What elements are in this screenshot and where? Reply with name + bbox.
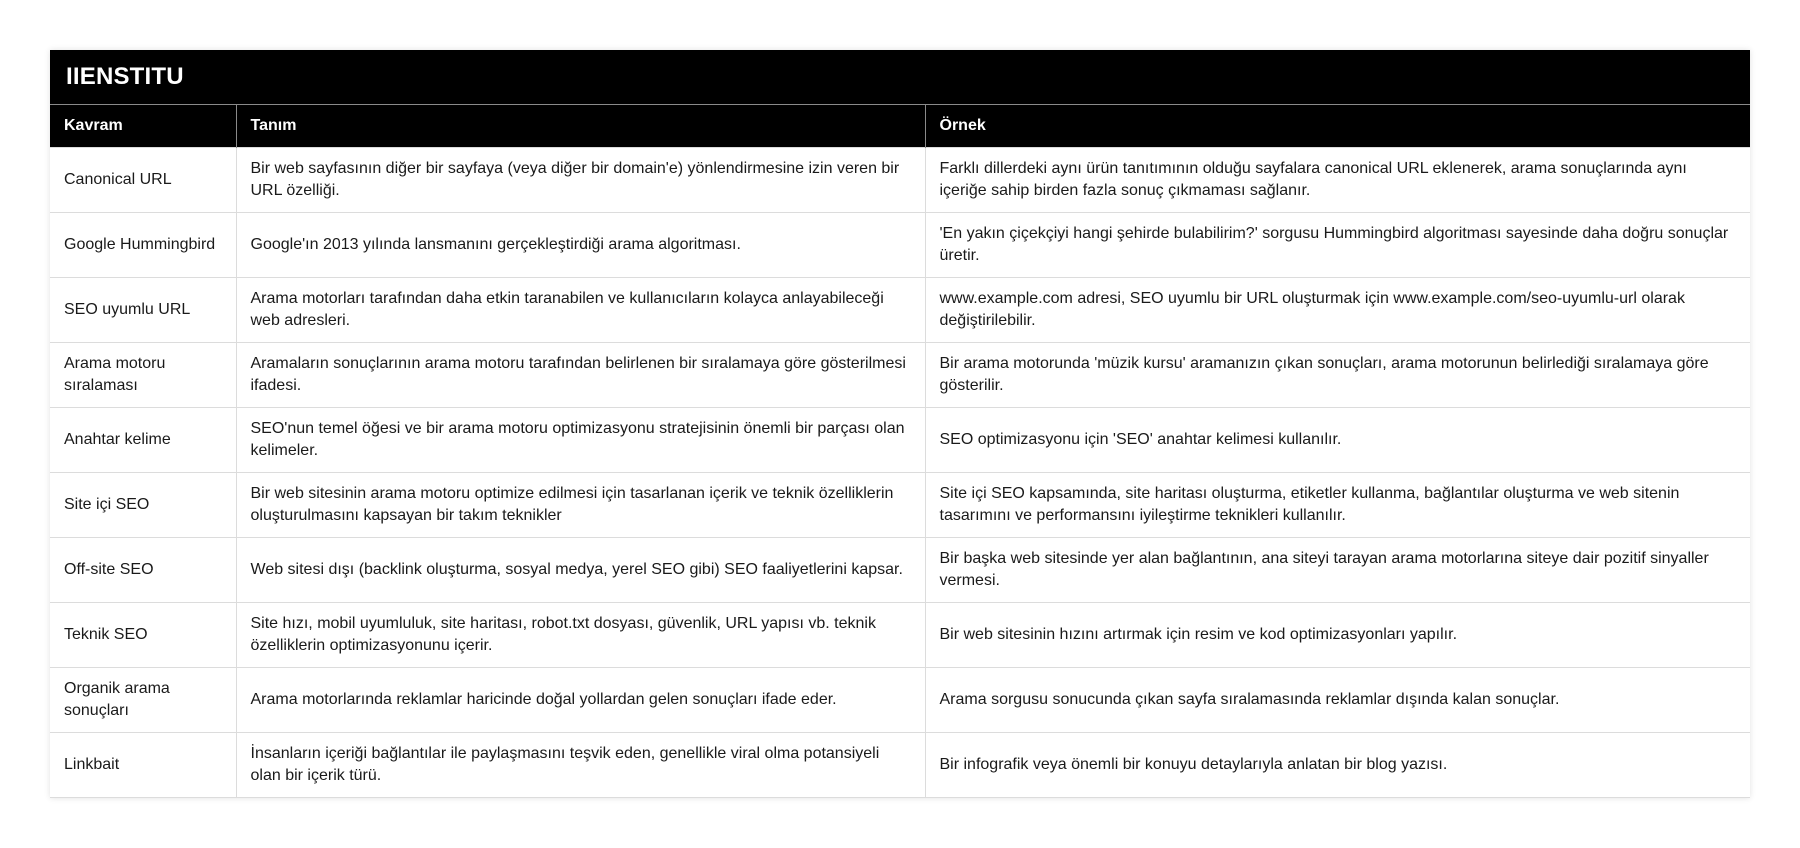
brand-title: IIENSTITU [50, 50, 1750, 104]
table-row [50, 603, 1750, 668]
table-row [50, 213, 1750, 278]
table-row [50, 343, 1750, 408]
cell-ornek: Farklı dillerdeki aynı ürün tanıtımının olduğu sayfalara canonical URL eklenerek, arama sonuçlarında aynı içeriğe sahip birden fazla sonuç çıkmaması sağlanır. [925, 148, 1750, 213]
cell-ornek: Bir başka web sitesinde yer alan bağlantının, ana siteyi tarayan arama motorlarına siteye dair pozitif sinyaller vermesi. [925, 538, 1750, 603]
cell-tanim: Arama motorları tarafından daha etkin taranabilen ve kullanıcıların kolayca anlayabileceği web adresleri. [236, 278, 925, 343]
table-row [50, 668, 1750, 733]
cell-ornek: Site içi SEO kapsamında, site haritası oluşturma, etiketler kullanma, bağlantılar oluşturma ve web sitenin tasarımını ve performansını iyileştirme teknikleri kullanılır. [925, 473, 1750, 538]
cell-tanim: Google'ın 2013 yılında lansmanını gerçekleştirdiği arama algoritması. [236, 213, 925, 278]
table-row [50, 408, 1750, 473]
table-row [50, 148, 1750, 213]
cell-tanim: İnsanların içeriği bağlantılar ile paylaşmasını teşvik eden, genellikle viral olma potansiyeli olan bir içerik türü. [236, 733, 925, 798]
cell-ornek: 'En yakın çiçekçiyi hangi şehirde bulabilirim?' sorgusu Hummingbird algoritması sayesinde daha doğru sonuçlar üretir. [925, 213, 1750, 278]
cell-kavram: Canonical URL [50, 148, 236, 213]
cell-tanim: Web sitesi dışı (backlink oluşturma, sosyal medya, yerel SEO gibi) SEO faaliyetlerini kapsar. [236, 538, 925, 603]
column-header-ornek: Örnek [925, 105, 1750, 148]
cell-ornek: Arama sorgusu sonucunda çıkan sayfa sıralamasında reklamlar dışında kalan sonuçlar. [925, 668, 1750, 733]
cell-ornek: SEO optimizasyonu için 'SEO' anahtar kelimesi kullanılır. [925, 408, 1750, 473]
cell-kavram: SEO uyumlu URL [50, 278, 236, 343]
table-body [50, 148, 1750, 798]
cell-tanim: SEO'nun temel öğesi ve bir arama motoru optimizasyonu stratejisinin önemli bir parçası olan kelimeler. [236, 408, 925, 473]
table-row [50, 733, 1750, 798]
cell-tanim: Bir web sayfasının diğer bir sayfaya (veya diğer bir domain'e) yönlendirmesine izin veren bir URL özelliği. [236, 148, 925, 213]
cell-tanim: Aramaların sonuçlarının arama motoru tarafından belirlenen bir sıralamaya göre gösterilmesi ifadesi. [236, 343, 925, 408]
column-header-kavram: Kavram [50, 105, 236, 148]
cell-ornek: Bir infografik veya önemli bir konuyu detaylarıyla anlatan bir blog yazısı. [925, 733, 1750, 798]
table-row [50, 538, 1750, 603]
glossary-card [50, 50, 1750, 798]
cell-kavram: Arama motoru sıralaması [50, 343, 236, 408]
cell-kavram: Organik arama sonuçları [50, 668, 236, 733]
cell-kavram: Site içi SEO [50, 473, 236, 538]
column-header-tanim: Tanım [236, 105, 925, 148]
header-row [50, 105, 1750, 148]
cell-tanim: Arama motorlarında reklamlar haricinde doğal yollardan gelen sonuçları ifade eder. [236, 668, 925, 733]
table-row [50, 473, 1750, 538]
table-header [50, 105, 1750, 148]
glossary-table [50, 104, 1750, 798]
cell-tanim: Bir web sitesinin arama motoru optimize edilmesi için tasarlanan içerik ve teknik özelliklerin oluşturulmasını kapsayan bir takım teknikler [236, 473, 925, 538]
cell-kavram: Linkbait [50, 733, 236, 798]
cell-kavram: Off-site SEO [50, 538, 236, 603]
cell-tanim: Site hızı, mobil uyumluluk, site haritası, robot.txt dosyası, güvenlik, URL yapısı vb. teknik özelliklerin optimizasyonunu içerir. [236, 603, 925, 668]
cell-ornek: www.example.com adresi, SEO uyumlu bir URL oluşturmak için www.example.com/seo-uyumlu-url olarak değiştirilebilir. [925, 278, 1750, 343]
table-row [50, 278, 1750, 343]
cell-ornek: Bir web sitesinin hızını artırmak için resim ve kod optimizasyonları yapılır. [925, 603, 1750, 668]
cell-kavram: Google Hummingbird [50, 213, 236, 278]
cell-ornek: Bir arama motorunda 'müzik kursu' aramanızın çıkan sonuçları, arama motorunun belirlediği sıralamaya göre gösterilir. [925, 343, 1750, 408]
cell-kavram: Anahtar kelime [50, 408, 236, 473]
cell-kavram: Teknik SEO [50, 603, 236, 668]
